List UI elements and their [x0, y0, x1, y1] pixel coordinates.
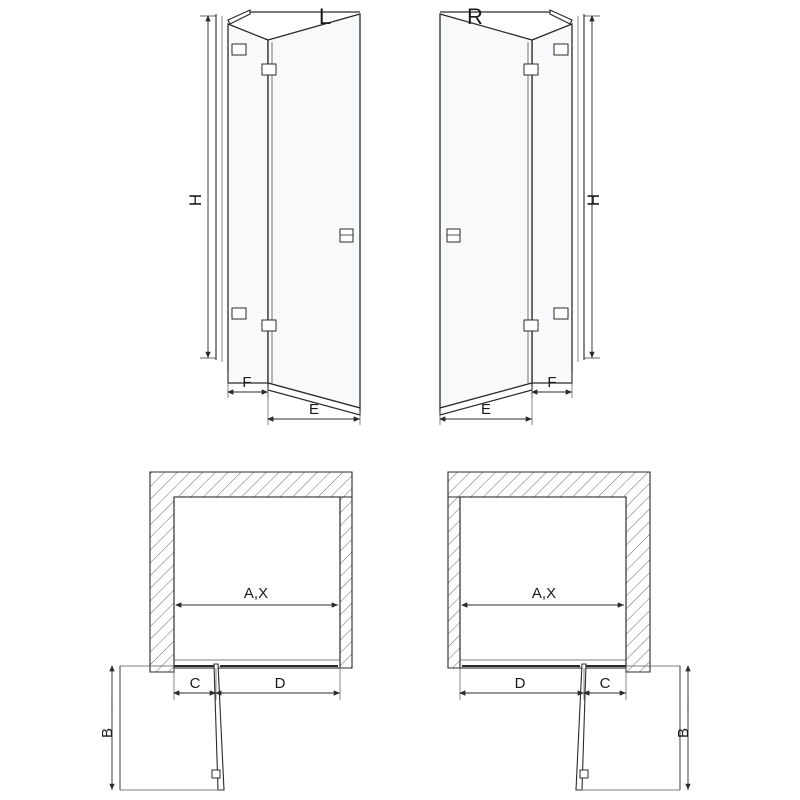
dimension-D-left — [216, 666, 340, 700]
dimension-label-H-right: H — [584, 193, 603, 207]
dimension-label-H-left: H — [186, 193, 205, 207]
dimension-label-AX-right: A,X — [531, 585, 557, 602]
dimension-label-E-left: E — [308, 401, 320, 418]
dimension-C-right — [584, 666, 626, 700]
dimension-D-right — [460, 666, 584, 700]
dimension-B-right — [580, 666, 692, 790]
wall-hatch-left-side — [340, 497, 352, 668]
wall-hatch-right — [448, 472, 650, 672]
dimension-AX-right — [462, 585, 624, 605]
door-panel-right — [440, 14, 532, 408]
elevation-right — [440, 4, 603, 425]
elevation-left — [186, 4, 360, 425]
dimension-label-D-right: D — [514, 675, 526, 692]
dimension-label-F-right: F — [547, 374, 557, 391]
dimension-label-AX-left: A,X — [243, 585, 269, 602]
enclosure-outline-left — [174, 497, 340, 668]
dimension-label-D-left: D — [274, 675, 286, 692]
plan-left — [99, 472, 352, 790]
variant-label-L: L — [318, 4, 332, 29]
dimension-C-left — [174, 666, 216, 700]
top-rail-left — [228, 10, 250, 24]
plan-right — [448, 472, 692, 790]
dimension-label-F-left: F — [242, 374, 252, 391]
wall-hatch-right-side — [448, 497, 460, 668]
dimension-label-E-right: E — [480, 401, 492, 418]
dimension-label-C-right: C — [599, 675, 611, 692]
variant-label-R: R — [467, 4, 483, 29]
enclosure-outline-right — [460, 497, 626, 668]
handle-left — [340, 229, 353, 242]
dimension-AX-left — [176, 585, 338, 605]
dimension-label-B-right: B — [675, 727, 692, 739]
door-panel-left — [268, 14, 360, 408]
door-handle-plan-right — [580, 770, 588, 778]
door-handle-plan-left — [212, 770, 220, 778]
wall-hatch-left — [150, 472, 352, 672]
dimension-H-right — [584, 16, 603, 358]
handle-right — [447, 229, 460, 242]
dimension-H-left — [186, 16, 216, 358]
dimension-label-C-left: C — [189, 675, 201, 692]
dimension-B-left — [99, 666, 220, 790]
top-rail-right — [550, 10, 572, 24]
dimension-label-B-left: B — [99, 727, 116, 739]
